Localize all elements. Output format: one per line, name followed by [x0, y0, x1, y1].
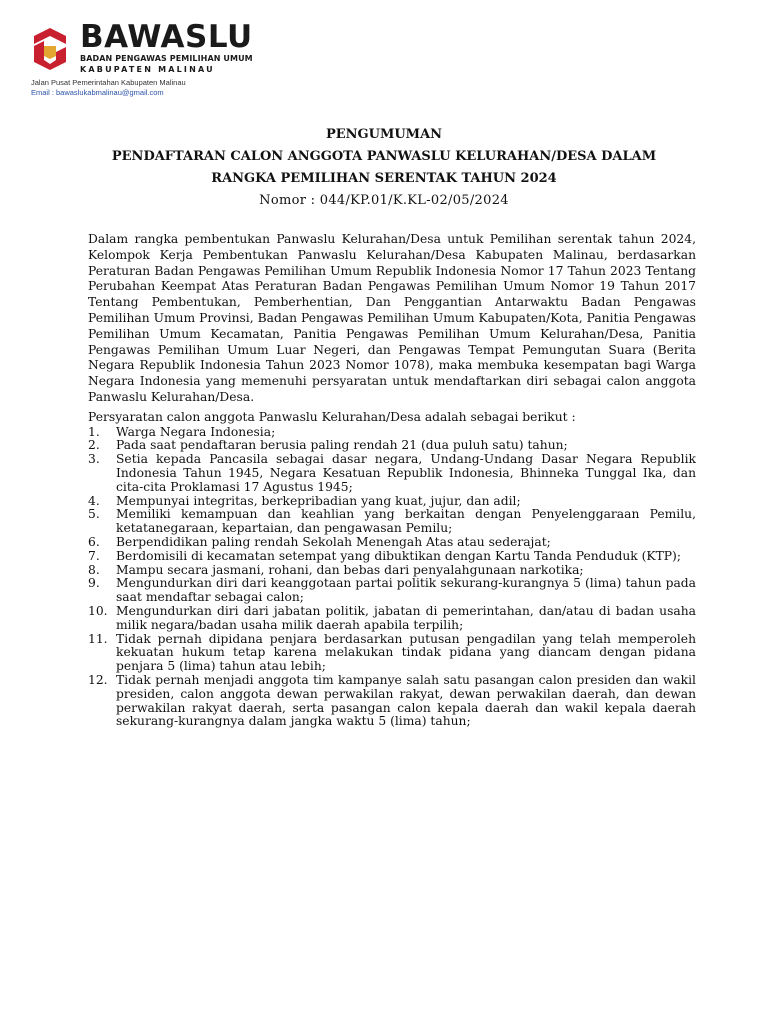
- list-item: 8. Mampu secara jasmani, rohani, dan bebas dari penyalahgunaan narkotika;: [88, 562, 584, 577]
- list-item: 11. Tidak pernah dipidana penjara berdasarkan putusan pengadilan yang telah memperoleh kekuatan hukum tetap karena melakukan tindak pidana yang diancam dengan pidana penjara 5 (lima) tahun atau lebih;: [88, 631, 696, 674]
- list-item: 1. Warga Negara Indonesia;: [88, 424, 276, 439]
- intro-paragraph: Dalam rangka pembentukan Panwaslu Kelurahan/Desa untuk Pemilihan serentak tahun 2024, Kelompok Kerja Pembentukan Panwaslu Kelurahan/Desa Kabupaten Malinau, berdasarkan Peraturan Badan Pengawas Pemilihan Umum Republik Indonesia Nomor 17 Tahun 2023 Tentang Perubahan Keempat Atas Peraturan Badan Pengawas Pemilihan Umum Nomor 19 Tahun 2017 Tentang Pembentukan, Pemberhentian, Dan Penggantian Antarwaktu Badan Pengawas Pemilihan Umum Provinsi, Badan Pengawas Pemilihan Umum Kabupaten/Kota, Panitia Pengawas Pemilihan Umum Kecamatan, Panitia Pengawas Pemilihan Umum Kelurahan/Desa, Panitia Pengawas Pemilihan Umum Luar Negeri, dan Pengawas Tempat Pemungutan Suara (Berita Negara Republik Indonesia Tahun 2023 Nomor 1078), maka membuka kesempatan bagi Warga Negara Indonesia yang memenuhi persyaratan untuk mendaftarkan diri sebagai calon anggota Panwaslu Kelurahan/Desa.: [88, 232, 696, 404]
- org-full-name: BADAN PENGAWAS PEMILIHAN UMUM: [80, 54, 253, 63]
- list-item: 4. Mempunyai integritas, berkepribadian yang kuat, jujur, dan adil;: [88, 493, 521, 508]
- list-item: 2. Pada saat pendaftaran berusia paling rendah 21 (dua puluh satu) tahun;: [88, 438, 568, 453]
- list-item: 3. Setia kepada Pancasila sebagai dasar negara, Undang-Undang Dasar Negara Republik Indonesia Tahun 1945, Negara Kesatuan Republik Indonesia, Bhinneka Tunggal Ika, dan cita-cita Proklamasi 17 Agustus 1945;: [88, 452, 696, 494]
- address-block: [31, 78, 186, 98]
- announcement-subtitle-2: RANGKA PEMILIHAN SERENTAK TAHUN 2024: [211, 171, 557, 186]
- email-line: Email : bawaslukabmalinau@gmail.com: [31, 88, 164, 97]
- announcement-body: [88, 232, 696, 729]
- announcement-title: PENGUMUMAN: [325, 127, 443, 142]
- list-item: 5. Memiliki kemampuan dan keahlian yang berkaitan dengan Penyelenggaraan Pemilu, ketatanegaraan, kepartaian, dan pengawasan Pemilu;: [88, 507, 696, 536]
- bawaslu-logo-icon: [30, 22, 70, 70]
- list-item: 6. Berpendidikan paling rendah Sekolah Menengah Atas atau sederajat;: [88, 534, 551, 549]
- list-item: 9. Mengundurkan diri dari keanggotaan partai politik sekurang-kurangnya 5 (lima) tahun pada saat mendaftar sebagai calon;: [88, 576, 696, 605]
- announcement-number: Nomor : 044/KP.01/K.KL-02/05/2024: [259, 193, 509, 208]
- org-region: KABUPATEN MALINAU: [80, 65, 215, 74]
- list-item: 12. Tidak pernah menjadi anggota tim kampanye salah satu pasangan calon presiden dan wakil presiden, calon anggota dewan perwakilan rakyat, dewan perwakilan daerah, dan dewan perwakilan rakyat daerah, serta pasangan calon kepala daerah dan wakil kepala daerah sekurang-kurangnya dalam jangka waktu 5 (lima) tahun;: [88, 672, 696, 729]
- list-item: 7. Berdomisili di kecamatan setempat yang dibuktikan dengan Kartu Tanda Penduduk (KTP);: [88, 548, 682, 563]
- address-line: Jalan Pusat Pemerintahan Kabupaten Malinau: [31, 78, 186, 87]
- requirements-lead: Persyaratan calon anggota Panwaslu Kelurahan/Desa adalah sebagai berikut :: [88, 409, 576, 424]
- announcement-subtitle-1: PENDAFTARAN CALON ANGGOTA PANWASLU KELURAHAN/DESA DALAM: [111, 149, 657, 164]
- list-item: 10. Mengundurkan diri dari jabatan politik, jabatan di pemerintahan, dan/atau di badan usaha milik negara/badan usaha milik daerah apabila terpilih;: [88, 603, 696, 632]
- org-name: BAWASLU: [80, 19, 253, 55]
- announcement-header: [0, 124, 768, 212]
- requirements-list: [88, 426, 696, 730]
